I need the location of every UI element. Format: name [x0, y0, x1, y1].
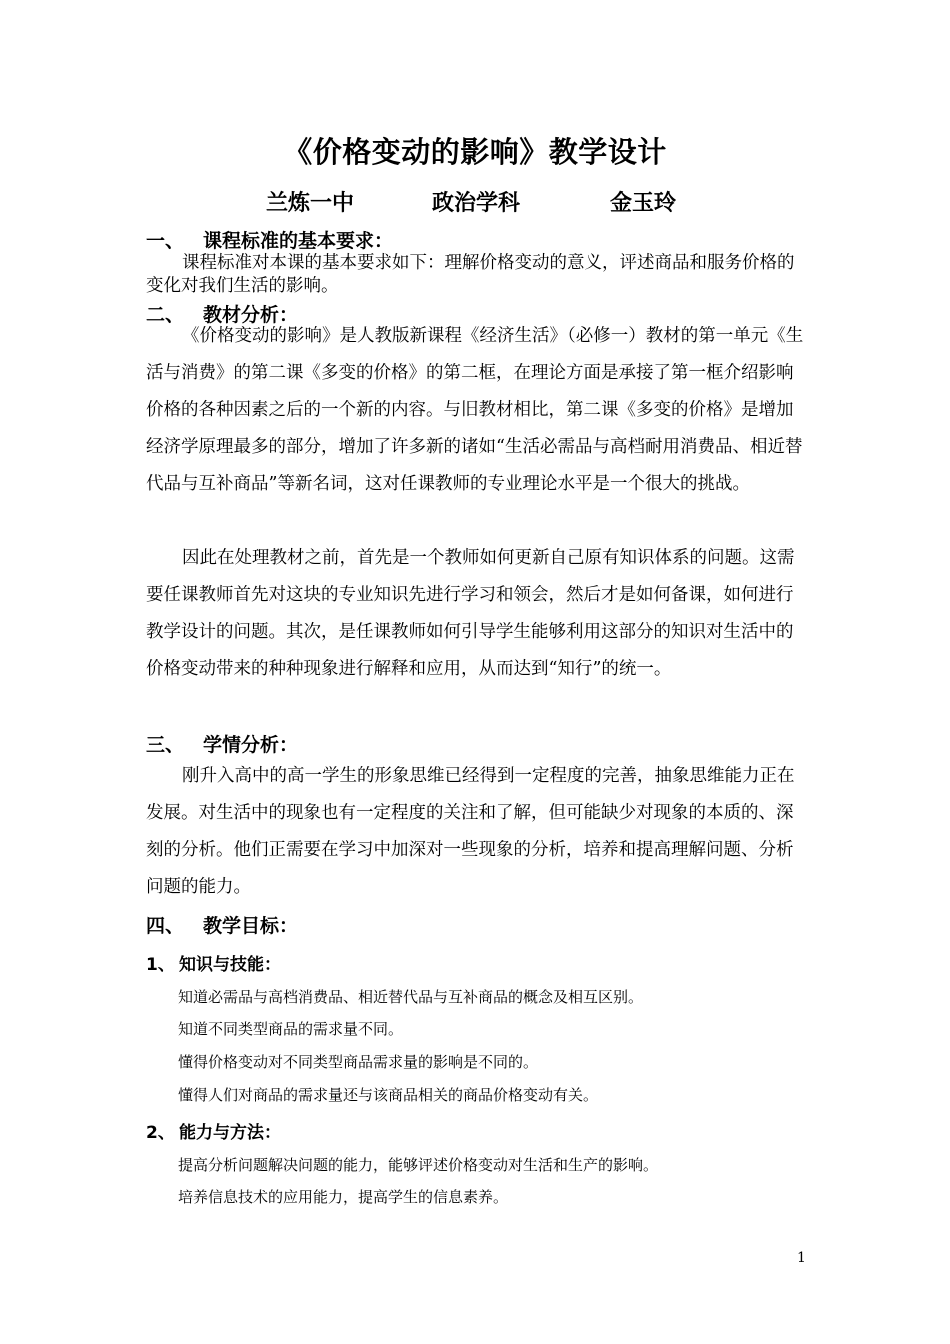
- paragraph: 《价格变动的影响》是人教版新课程《经济生活》（必修一）教材的第一单元《生活与消费》的第二课《多变的价格》的第二框，在理论方面是承接了第一框介绍影响价格的各种因素之后的一个新的内容。与旧教材相比，第二课《多变的价格》是增加经济学原理最多的部分，增加了许多新的诸如“生活必需品与高档耐用消费品、相近替代品与互补商品”等新名词，这对任课教师的专业理论水平是一个很大的挑战。: [146, 326, 804, 494]
- section-title: 教材分析：: [203, 304, 299, 326]
- section-heading-1: [146, 226, 393, 253]
- section-title: 学情分析：: [203, 734, 299, 756]
- author-school: 兰炼一中: [266, 190, 355, 216]
- subsection-heading-2: 2、 能力与方法：: [146, 1123, 281, 1143]
- section-title: 课程标准的基本要求：: [203, 230, 394, 252]
- page-number: 1: [797, 1250, 806, 1266]
- section-number: 三、: [146, 734, 185, 756]
- list-item: 提高分析问题解决问题的能力，能够评述价格变动对生活和生产的影响。: [178, 1156, 659, 1174]
- subsection-heading-1: 1、 知识与技能：: [146, 955, 281, 975]
- list-item: 懂得价格变动对不同类型商品需求量的影响是不同的。: [178, 1053, 539, 1071]
- section-heading-4: [146, 911, 298, 938]
- list-item: 知道必需品与高档消费品、相近替代品与互补商品的概念及相互区别。: [178, 988, 644, 1006]
- paragraph: 课程标准对本课的基本要求如下：理解价格变动的意义，评述商品和服务价格的变化对我们生活的影响。: [146, 253, 795, 296]
- section-heading-3: [146, 730, 298, 757]
- author-name: 金玉玲: [610, 190, 677, 216]
- section-number: 二、: [146, 304, 185, 326]
- section-number: 四、: [146, 915, 185, 937]
- list-item: 培养信息技术的应用能力，提高学生的信息素养。: [178, 1188, 509, 1206]
- list-item: 懂得人们对商品的需求量还与该商品相关的商品价格变动有关。: [178, 1086, 599, 1104]
- section-number: 一、: [146, 230, 185, 252]
- list-item: 知道不同类型商品的需求量不同。: [178, 1020, 404, 1038]
- document-title: 《价格变动的影响》教学设计: [283, 135, 667, 169]
- paragraph: 因此在处理教材之前，首先是一个教师如何更新自己原有知识体系的问题。这需要任课教师首先对这块的专业知识先进行学习和领会，然后才是如何备课，如何进行教学设计的问题。其次，是任课教师如何引导学生能够利用这部分的知识对生活中的价格变动带来的种种现象进行解释和应用，从而达到“知行”的统一。: [146, 548, 795, 679]
- author-subject: 政治学科: [432, 190, 521, 216]
- paragraph: 刚升入高中的高一学生的形象思维已经得到一定程度的完善，抽象思维能力正在发展。对生活中的现象也有一定程度的关注和了解，但可能缺少对现象的本质的、深刻的分析。他们正需要在学习中加深对一些现象的分析，培养和提高理解问题、分析问题的能力。: [146, 766, 795, 897]
- section-title: 教学目标：: [203, 915, 299, 937]
